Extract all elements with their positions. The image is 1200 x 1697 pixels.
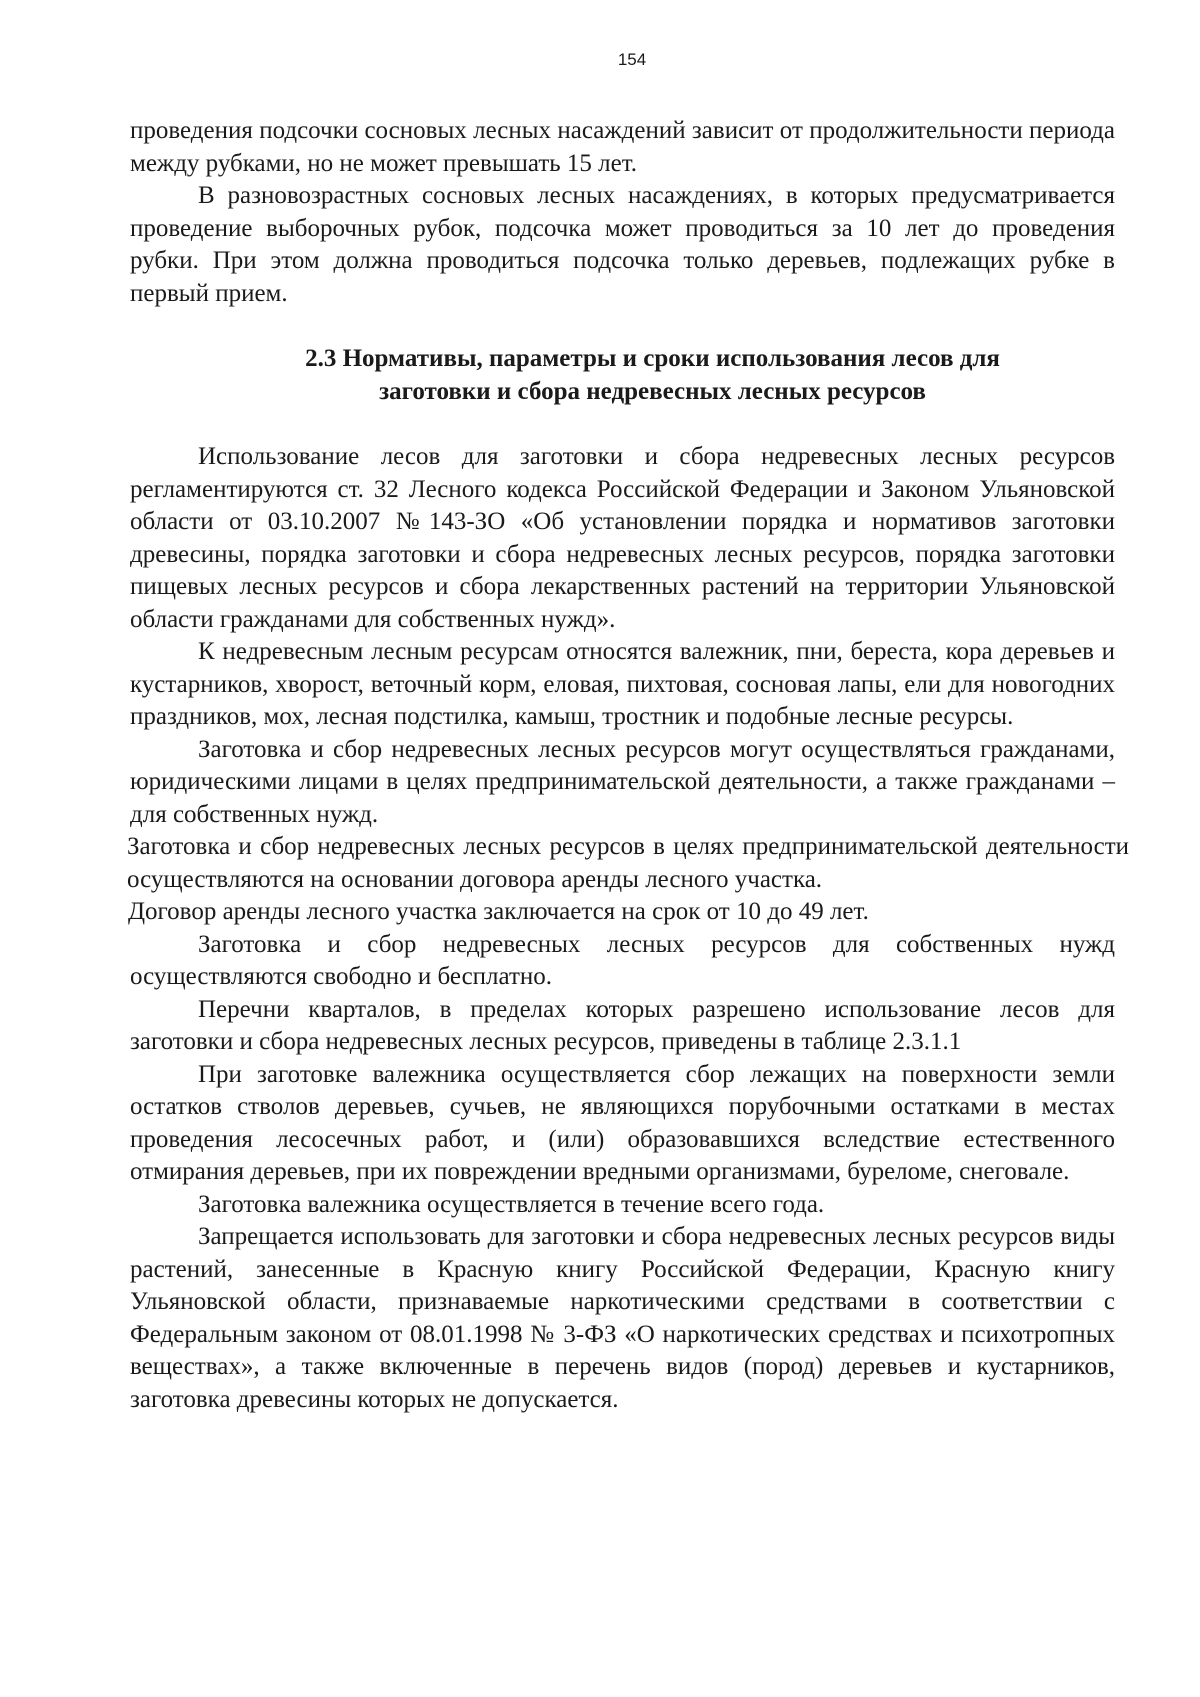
section-heading-line-2: заготовки и сбора недревесных лесных ресурсов bbox=[379, 377, 926, 405]
paragraph-deadwood-collection: При заготовке валежника осуществляется сбор лежащих на поверхности земли остатков стволов деревьев, сучьев, не являющихся порубочными остатками в местах проведения лесосечных работ, и (или) образовавшихся вследствие естественного отмирания деревьев, при их повреждении вредными организмами, буреломе, снеговале. bbox=[130, 1060, 1115, 1185]
paragraph-uneven-aged-stands: В разновозрастных сосновых лесных насаждениях, в которых предусматривается проведение выборочных рубок, подсочка может проводиться за 10 лет до проведения рубки. При этом должна проводиться подсочка только деревьев, подлежащих рубке в первый прием. bbox=[130, 182, 1115, 307]
document-body bbox=[127, 115, 1129, 1416]
page-number: 154 bbox=[617, 50, 647, 69]
section-heading bbox=[130, 343, 1115, 408]
paragraph-resource-list: К недревесным лесным ресурсам относятся валежник, пни, береста, кора деревьев и кустарников, хворост, веточный корм, еловая, пихтовая, сосновая лапы, ели для новогодних праздников, мох, лесная подстилка, камыш, тростник и подобные лесные ресурсы. bbox=[130, 638, 1115, 730]
paragraph-prohibited-species: Запрещается использовать для заготовки и сбора недревесных лесных ресурсов виды растений, занесенные в Красную книгу Российской Федерации, Красную книгу Ульяновской области, признаваемые наркотическими средствами в соответствии с Федеральным законом от 08.01.1998 № 3-ФЗ «О наркотических средствах и психотропных веществах», а также включенные в перечень видов (пород) деревьев и кустарников, заготовка древесины которых не допускается. bbox=[130, 1223, 1115, 1413]
paragraph-continued: проведения подсочки сосновых лесных насаждений зависит от продолжительности периода между рубками, но не может превышать 15 лет. bbox=[130, 117, 1115, 177]
paragraph-lease-term: Договор аренды лесного участка заключается на срок от 10 до 49 лет. bbox=[128, 898, 869, 925]
paragraph-business-lease: Заготовка и сбор недревесных лесных ресурсов в целях предпринимательской деятельности осуществляются на основании договора аренды лесного участка. bbox=[127, 833, 1129, 893]
paragraph-quarters-table: Перечни кварталов, в пределах которых разрешено использование лесов для заготовки и сбора недревесных лесных ресурсов, приведены в таблице 2.3.1.1 bbox=[130, 995, 1115, 1055]
section-heading-line-1: 2.3 Нормативы, параметры и сроки использования лесов для bbox=[305, 345, 1000, 372]
paragraph-regulation: Использование лесов для заготовки и сбора недревесных лесных ресурсов регламентируются ст. 32 Лесного кодекса Российской Федерации и Законом Ульяновской области от 03.10.2007 №143-ЗО «Об установлении порядка и нормативов заготовки древесины, порядка заготовки и сбора недревесных лесных ресурсов, порядка заготовки пищевых лесных ресурсов и сбора лекарственных растений на территории Ульяновской области гражданами для собственных нужд». bbox=[130, 443, 1115, 633]
paragraph-deadwood-season: Заготовка валежника осуществляется в течение всего года. bbox=[198, 1190, 825, 1218]
paragraph-who-harvests: Заготовка и сбор недревесных лесных ресурсов могут осуществляться гражданами, юридическими лицами в целях предпринимательской деятельности, а также гражданами – для собственных нужд. bbox=[130, 735, 1115, 828]
paragraph-own-needs: Заготовка и сбор недревесных лесных ресурсов для собственных нужд осуществляются свободно и бесплатно. bbox=[130, 930, 1115, 990]
